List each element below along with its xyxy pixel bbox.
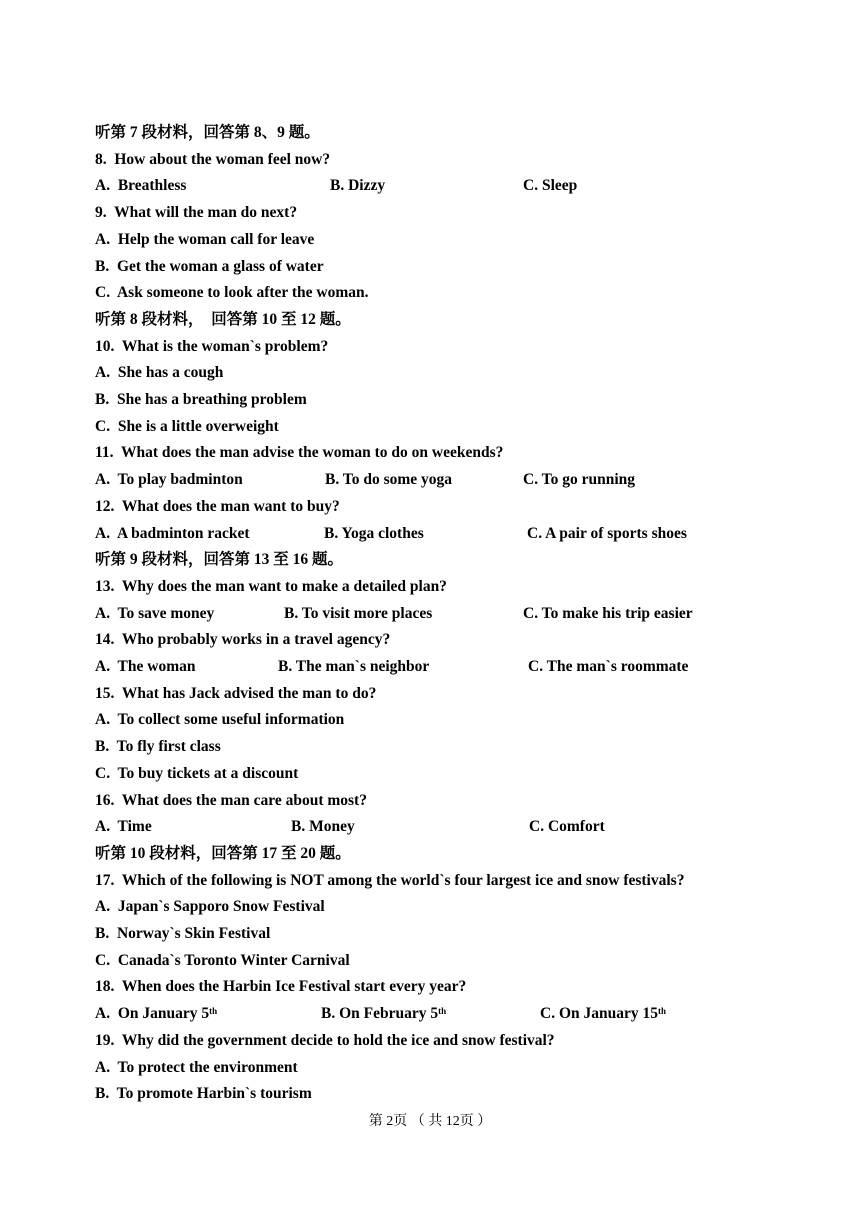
question-text: 15. What has Jack advised the man to do? (95, 684, 377, 702)
question-text: 17. Which of the following is NOT among the world`s four largest ice and snow festivals? (95, 871, 685, 889)
option-b (291, 815, 355, 839)
option-text: C. Comfort (529, 818, 605, 836)
page-footer: 第 2页 （ 共 12页 ） (368, 1114, 492, 1129)
option-a (95, 174, 186, 198)
option-b (325, 468, 452, 492)
question-text: 8. How about the woman feel now? (95, 150, 331, 168)
option-text: A. To play badminton (95, 471, 243, 489)
option-b (330, 174, 385, 198)
option-line: B. Get the woman a glass of water (95, 257, 324, 275)
option-line: A. Japan`s Sapporo Snow Festival (95, 898, 325, 916)
option-line: C. To buy tickets at a discount (95, 764, 299, 782)
option-text: C. On January 15 (540, 1005, 658, 1023)
question-text: 13. Why does the man want to make a detailed plan? (95, 577, 447, 595)
question-text: 11. What does the man advise the woman to do on weekends? (95, 444, 504, 462)
option-c (529, 815, 605, 839)
option-text: A. On January 5 (95, 1005, 210, 1023)
option-line: C. She is a little overweight (95, 417, 279, 435)
question-text: 19. Why did the government decide to hold the ice and snow festival? (95, 1031, 555, 1049)
option-line: C. Ask someone to look after the woman. (95, 284, 369, 302)
option-c (527, 522, 687, 546)
section-heading: 听第 10 段材料，回答第 17 至 20 题。 (95, 844, 351, 862)
option-line: A. To protect the environment (95, 1058, 298, 1076)
option-text: A. To save money (95, 604, 215, 622)
option-text: B. To visit more places (284, 604, 433, 622)
option-b (278, 655, 429, 679)
question-text: 16. What does the man care about most? (95, 791, 367, 809)
section-heading: 听第 9 段材料，回答第 13 至 16 题。 (95, 551, 344, 569)
option-c (540, 1002, 666, 1026)
question-text: 12. What does the man want to buy? (95, 497, 340, 515)
option-text: A. The woman (95, 658, 196, 675)
option-a (95, 602, 214, 626)
option-b (324, 522, 424, 546)
option-line: B. She has a breathing problem (95, 391, 307, 408)
option-text: B. Dizzy (330, 177, 386, 195)
option-c (528, 655, 688, 679)
option-line: C. Canada`s Toronto Winter Carnival (95, 951, 350, 969)
ordinal-suffix: th (658, 1006, 667, 1017)
option-line: B. To promote Harbin`s tourism (95, 1085, 312, 1103)
ordinal-suffix: th (209, 1006, 218, 1017)
option-text: B. To do some yoga (325, 471, 453, 489)
option-text: B. Yoga clothes (324, 524, 424, 542)
option-a (95, 468, 243, 492)
question-text: 9. What will the man do next? (95, 204, 298, 222)
option-text: A. Breathless (95, 177, 187, 195)
question-text: 18. When does the Harbin Ice Festival start every year? (95, 978, 467, 996)
question-text: 14. Who probably works in a travel agency? (95, 631, 391, 649)
option-c (523, 174, 577, 198)
option-text: C. To make his trip easier (523, 604, 693, 622)
option-a (95, 655, 195, 679)
option-b (284, 602, 432, 626)
option-line: A. To collect some useful information (95, 711, 345, 729)
option-c (523, 468, 635, 492)
option-line: B. Norway`s Skin Festival (95, 925, 271, 942)
option-a (95, 815, 152, 839)
option-text: A. A badminton racket (95, 524, 250, 542)
option-a (95, 1002, 217, 1026)
option-text: B. The man`s neighbor (278, 658, 430, 675)
section-heading: 听第 7 段材料，回答第 8、9 题。 (95, 124, 320, 141)
option-b (321, 1002, 446, 1026)
question-text: 10. What is the woman`s problem? (95, 337, 329, 355)
option-text: C. Sleep (523, 177, 578, 195)
option-text: C. To go running (523, 471, 635, 489)
ordinal-suffix: th (438, 1006, 447, 1017)
option-a (95, 522, 250, 546)
option-c (523, 602, 693, 626)
option-text: B. On February 5 (321, 1005, 439, 1023)
option-line: A. Help the woman call for leave (95, 230, 315, 248)
option-text: C. A pair of sports shoes (527, 524, 687, 542)
option-line: A. She has a cough (95, 364, 224, 382)
option-text: A. Time (95, 818, 152, 836)
option-text: C. The man`s roommate (528, 658, 689, 675)
option-text: B. Money (291, 818, 355, 836)
option-line: B. To fly first class (95, 738, 221, 756)
section-heading: 听第 8 段材料， 回答第 10 至 12 题。 (95, 310, 351, 328)
